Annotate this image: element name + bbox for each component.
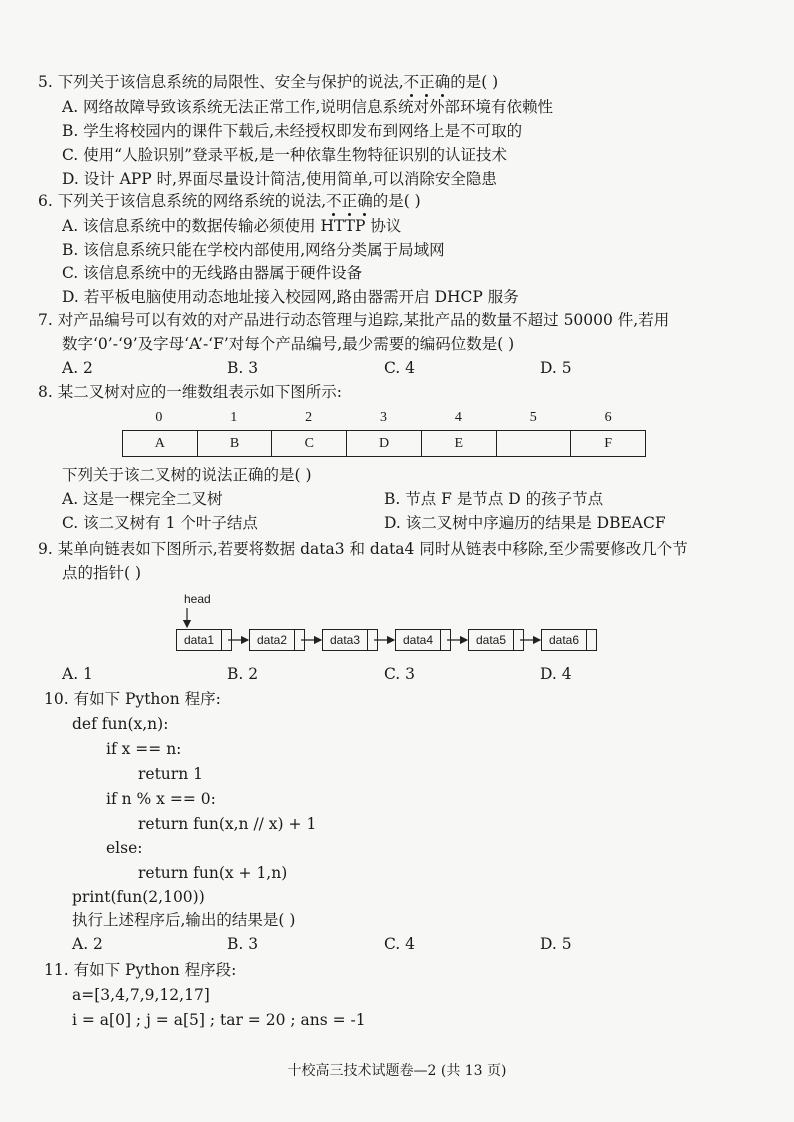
q8-stem: 8. 某二叉树对应的一维数组表示如下图所示: (38, 383, 342, 401)
emphasis-char: 不 (403, 73, 420, 91)
code-line: return fun(x,n // x) + 1 (138, 815, 317, 833)
list-node-value: data2 (250, 630, 295, 650)
array-index: 2 (305, 410, 313, 425)
q7-option-c: C. 4 (384, 359, 416, 377)
q8-option-c: C. 该二叉树有 1 个叶子结点 (62, 514, 258, 532)
q6-stem-pre: 6. 下列关于该信息系统的网络系统的说法, (38, 192, 327, 210)
code-line: else: (106, 839, 143, 857)
code-line: def fun(x,n): (72, 715, 169, 733)
array-cell: E (422, 431, 497, 456)
q5-option-b: B. 学生将校园内的课件下载后,未经授权即发布到网络上是不可取的 (62, 122, 523, 140)
q6-option-b: B. 该信息系统只能在学校内部使用,网络分类属于局域网 (62, 241, 445, 259)
q5-stem (38, 72, 498, 92)
q7-stem-line1: 7. 对产品编号可以有效的对产品进行动态管理与追踪,某批产品的数量不超过 50000 件,若用 (38, 311, 670, 329)
array-cell (497, 431, 572, 456)
q5-stem-emph (404, 73, 451, 91)
code-line: print(fun(2,100)) (72, 888, 205, 906)
q11-stem: 11. 有如下 Python 程序段: (44, 961, 237, 979)
q9-option-a: A. 1 (62, 665, 93, 683)
list-node (541, 629, 597, 651)
q5-option-a: A. 网络故障导致该系统无法正常工作,说明信息系统对外部环境有依赖性 (62, 98, 553, 116)
list-node-value: data6 (542, 630, 587, 650)
list-node (249, 629, 305, 651)
array-index: 0 (155, 410, 163, 425)
q8-option-d: D. 该二叉树中序遍历的结果是 DBEACF (384, 514, 666, 532)
q10-option-c: C. 4 (384, 935, 416, 953)
q6-stem (38, 191, 421, 211)
array-index: 3 (380, 410, 387, 425)
code-line: return 1 (138, 765, 203, 783)
q5-stem-post: 的是( ) (450, 73, 499, 91)
array-index: 6 (604, 410, 612, 425)
q8-option-a: A. 这是一棵完全二叉树 (62, 490, 223, 508)
array-cell: C (272, 431, 347, 456)
q7-option-a: A. 2 (62, 359, 93, 377)
emphasis-char: 确 (434, 73, 451, 91)
list-node-pointer (295, 630, 304, 650)
list-node (468, 629, 524, 651)
q7-stem-line2: 数字‘0’-‘9’及字母‘A’-‘F’对每个产品编号,最少需要的编码位数是( ) (62, 335, 515, 353)
q10-prompt: 执行上述程序后,输出的结果是( ) (72, 911, 296, 929)
q8-prompt: 下列关于该二叉树的说法正确的是( ) (62, 466, 312, 484)
q5-option-d: D. 设计 APP 时,界面尽量设计简洁,使用简单,可以消除安全隐患 (62, 170, 497, 188)
q10-option-b: B. 3 (227, 935, 259, 953)
list-node-value: data4 (396, 630, 441, 650)
q10-option-a: A. 2 (72, 935, 103, 953)
q6-option-d: D. 若平板电脑使用动态地址接入校园网,路由器需开启 DHCP 服务 (62, 288, 519, 306)
q9-stem-line1: 9. 某单向链表如下图所示,若要将数据 data3 和 data4 同时从链表中移除,至少需要修改几个节 (38, 540, 688, 558)
q5-stem-pre: 5. 下列关于该信息系统的局限性、安全与保护的说法, (38, 73, 404, 91)
emphasis-char: 正 (341, 192, 358, 210)
code-line: return fun(x + 1,n) (138, 864, 288, 882)
q6-option-c: C. 该信息系统中的无线路由器属于硬件设备 (62, 264, 363, 282)
q6-stem-emph (326, 192, 373, 210)
q7-option-d: D. 5 (540, 359, 572, 377)
code-line: a=[3,4,7,9,12,17] (72, 986, 210, 1004)
binary-tree-array (122, 430, 646, 457)
q10-option-d: D. 5 (540, 935, 572, 953)
page-footer: 十校高三技术试题卷—2 (共 13 页) (287, 1063, 507, 1079)
array-index: 4 (454, 410, 462, 425)
list-node-value: data5 (469, 630, 514, 650)
list-node-pointer (368, 630, 377, 650)
array-cell: F (604, 435, 613, 451)
q6-stem-post: 的是( ) (372, 192, 421, 210)
array-index: 5 (529, 410, 537, 425)
list-node-value: data3 (323, 630, 368, 650)
list-node (395, 629, 451, 651)
q9-option-c: C. 3 (384, 665, 416, 683)
code-line: if n % x == 0: (106, 790, 216, 808)
array-cell: A (123, 431, 198, 456)
array-cell: B (198, 431, 273, 456)
q5-option-c: C. 使用“人脸识别”登录平板,是一种依靠生物特征识别的认证技术 (62, 146, 507, 164)
code-line: if x == n: (106, 740, 182, 758)
q7-option-b: B. 3 (227, 359, 259, 377)
list-node-pointer (222, 630, 231, 650)
q8-option-b: B. 节点 F 是节点 D 的孩子节点 (384, 490, 604, 508)
list-node-pointer (514, 630, 523, 650)
list-node (322, 629, 378, 651)
q9-stem-line2: 点的指针( ) (62, 564, 142, 582)
emphasis-char: 正 (419, 73, 435, 91)
list-node (176, 629, 232, 651)
head-label: head (184, 592, 211, 606)
q10-stem: 10. 有如下 Python 程序: (44, 690, 221, 708)
code-line: i = a[0] ; j = a[5] ; tar = 20 ; ans = -1 (72, 1011, 366, 1029)
emphasis-char: 不 (326, 192, 342, 210)
q6-option-a: A. 该信息系统中的数据传输必须使用 HTTP 协议 (62, 217, 402, 235)
array-cell: D (347, 431, 422, 456)
list-node-pointer (441, 630, 450, 650)
q9-option-d: D. 4 (540, 665, 572, 683)
list-node-value: data1 (177, 630, 222, 650)
q9-option-b: B. 2 (227, 665, 259, 683)
array-index: 1 (230, 410, 238, 425)
list-node-pointer (587, 630, 596, 650)
emphasis-char: 确 (357, 192, 373, 210)
